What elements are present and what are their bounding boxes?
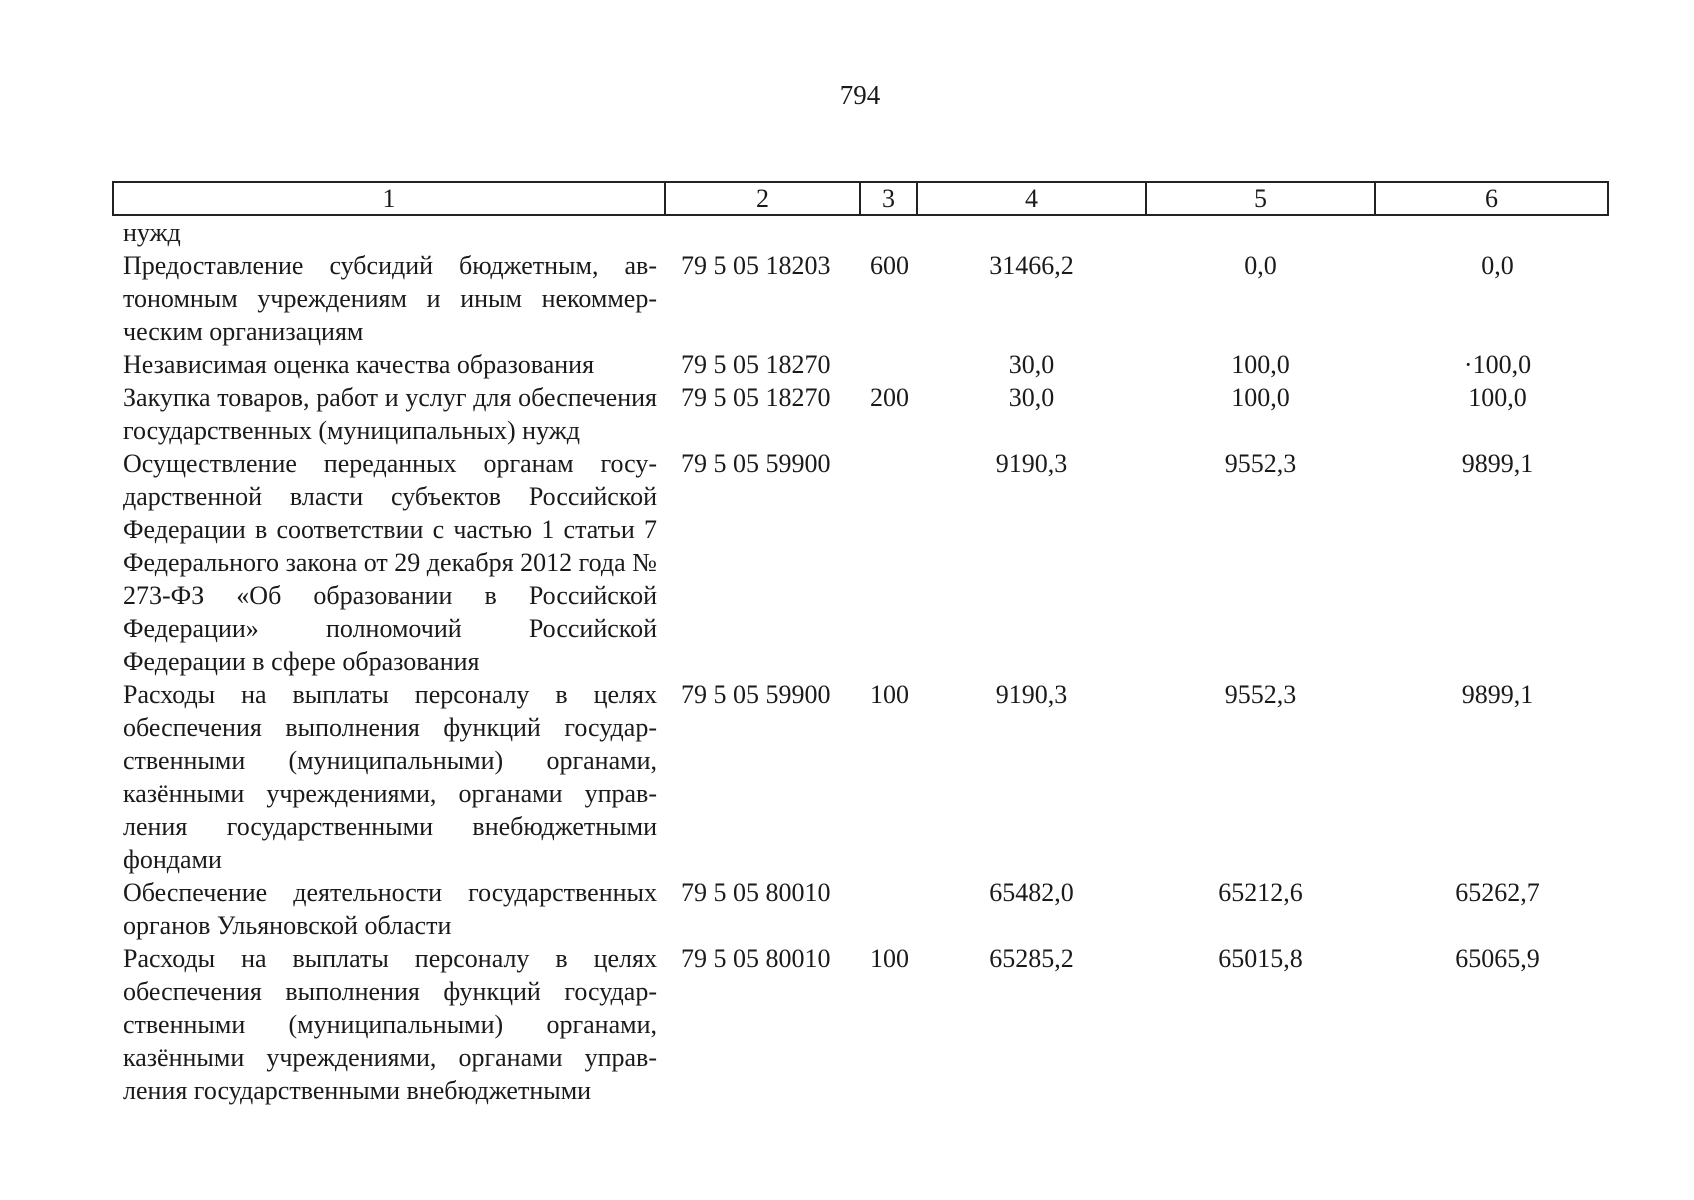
row-name: Осуществление переданных органам государственной власти субъектов Российской Федерации в соответствии с частью 1 статьи 7 Федерального закона от 29 декабря 2012 года № 273-ФЗ «Об образовании в Российской Федерации» полномочий Российской Федерации в сфере образования bbox=[123, 449, 657, 676]
row-value-5: 0,0 bbox=[1244, 251, 1277, 280]
row-value-6: 100,0 bbox=[1468, 383, 1527, 412]
row-value-4: 65482,0 bbox=[989, 878, 1074, 907]
row-value-4: 65285,2 bbox=[989, 944, 1074, 973]
row-value-5: 65212,6 bbox=[1218, 878, 1303, 907]
row-code: 79 5 05 18203 bbox=[681, 251, 831, 280]
row-expense-type bbox=[860, 876, 917, 942]
table-row bbox=[113, 942, 1608, 1107]
page-number: 794 bbox=[839, 80, 881, 110]
header-col-4: 4 bbox=[917, 182, 1146, 215]
row-value-4: 9190,3 bbox=[995, 449, 1068, 478]
row-value-4: 30,0 bbox=[1008, 383, 1055, 412]
row-expense-type: 600 bbox=[870, 251, 909, 280]
row-name: Расходы на выплаты персоналу в целях обеспечения выполнения функций государственными (муниципальными) органами, казёнными учреждениями, органами управления государственными внебюджетными фондами bbox=[123, 680, 657, 874]
row-expense-type: 200 bbox=[870, 383, 909, 412]
table-row bbox=[113, 348, 1608, 381]
header-col-3: 3 bbox=[860, 182, 917, 215]
row-value-6: 9899,1 bbox=[1461, 449, 1534, 478]
table-row bbox=[113, 249, 1608, 348]
row-code: 79 5 05 80010 bbox=[681, 878, 831, 907]
row-expense-type: 100 bbox=[870, 680, 909, 709]
row-name: Закупка товаров, работ и услуг для обеспечения государственных (муниципальных) нужд bbox=[123, 383, 657, 445]
row-code: 79 5 05 18270 bbox=[681, 383, 831, 412]
header-col-2: 2 bbox=[665, 182, 860, 215]
row-expense-type: 100 bbox=[870, 944, 909, 973]
row-value-5: 100,0 bbox=[1231, 383, 1290, 412]
row-value-6: ·100,0 bbox=[1463, 350, 1532, 379]
row-value-6: 65262,7 bbox=[1455, 878, 1540, 907]
table-row bbox=[113, 876, 1608, 942]
table-row bbox=[113, 381, 1608, 447]
header-col-1: 1 bbox=[113, 182, 665, 215]
row-name: нужд bbox=[123, 218, 181, 247]
header-col-5: 5 bbox=[1146, 182, 1375, 215]
row-code: 79 5 05 80010 bbox=[681, 944, 831, 973]
row-value-4: 9190,3 bbox=[995, 680, 1068, 709]
table-header-row bbox=[113, 182, 1608, 215]
budget-table bbox=[112, 181, 1609, 1107]
row-value-5: 9552,3 bbox=[1224, 680, 1297, 709]
row-value-6 bbox=[1375, 215, 1608, 249]
row-name: Расходы на выплаты персоналу в целях обеспечения выполнения функций государственными (муниципальными) органами, казёнными учреждениями, органами управления государственными внебюджетными bbox=[123, 944, 657, 1105]
row-value-4 bbox=[917, 215, 1146, 249]
row-value-4: 31466,2 bbox=[989, 251, 1074, 280]
row-code: 79 5 05 59900 bbox=[681, 680, 831, 709]
table-row bbox=[113, 447, 1608, 678]
row-expense-type bbox=[860, 348, 917, 381]
row-value-5: 65015,8 bbox=[1218, 944, 1303, 973]
row-value-5: 100,0 bbox=[1231, 350, 1290, 379]
header-col-6: 6 bbox=[1375, 182, 1608, 215]
row-value-6: 65065,9 bbox=[1455, 944, 1540, 973]
row-code bbox=[665, 215, 860, 249]
row-name: Предоставление субсидий бюджетным, автономным учреждениям и иным некоммерческим организациям bbox=[123, 251, 657, 346]
row-value-6: 0,0 bbox=[1481, 251, 1514, 280]
row-name: Независимая оценка качества образования bbox=[123, 350, 595, 379]
row-code: 79 5 05 18270 bbox=[681, 350, 831, 379]
row-code: 79 5 05 59900 bbox=[681, 449, 831, 478]
row-expense-type bbox=[860, 215, 917, 249]
row-value-6: 9899,1 bbox=[1461, 680, 1534, 709]
budget-table-container bbox=[112, 181, 1607, 1107]
row-value-5: 9552,3 bbox=[1224, 449, 1297, 478]
table-row bbox=[113, 678, 1608, 876]
row-value-4: 30,0 bbox=[1008, 350, 1055, 379]
table-row bbox=[113, 215, 1608, 249]
row-value-5 bbox=[1146, 215, 1375, 249]
row-name: Обеспечение деятельности государственных органов Ульяновской области bbox=[123, 878, 657, 940]
row-expense-type bbox=[860, 447, 917, 678]
